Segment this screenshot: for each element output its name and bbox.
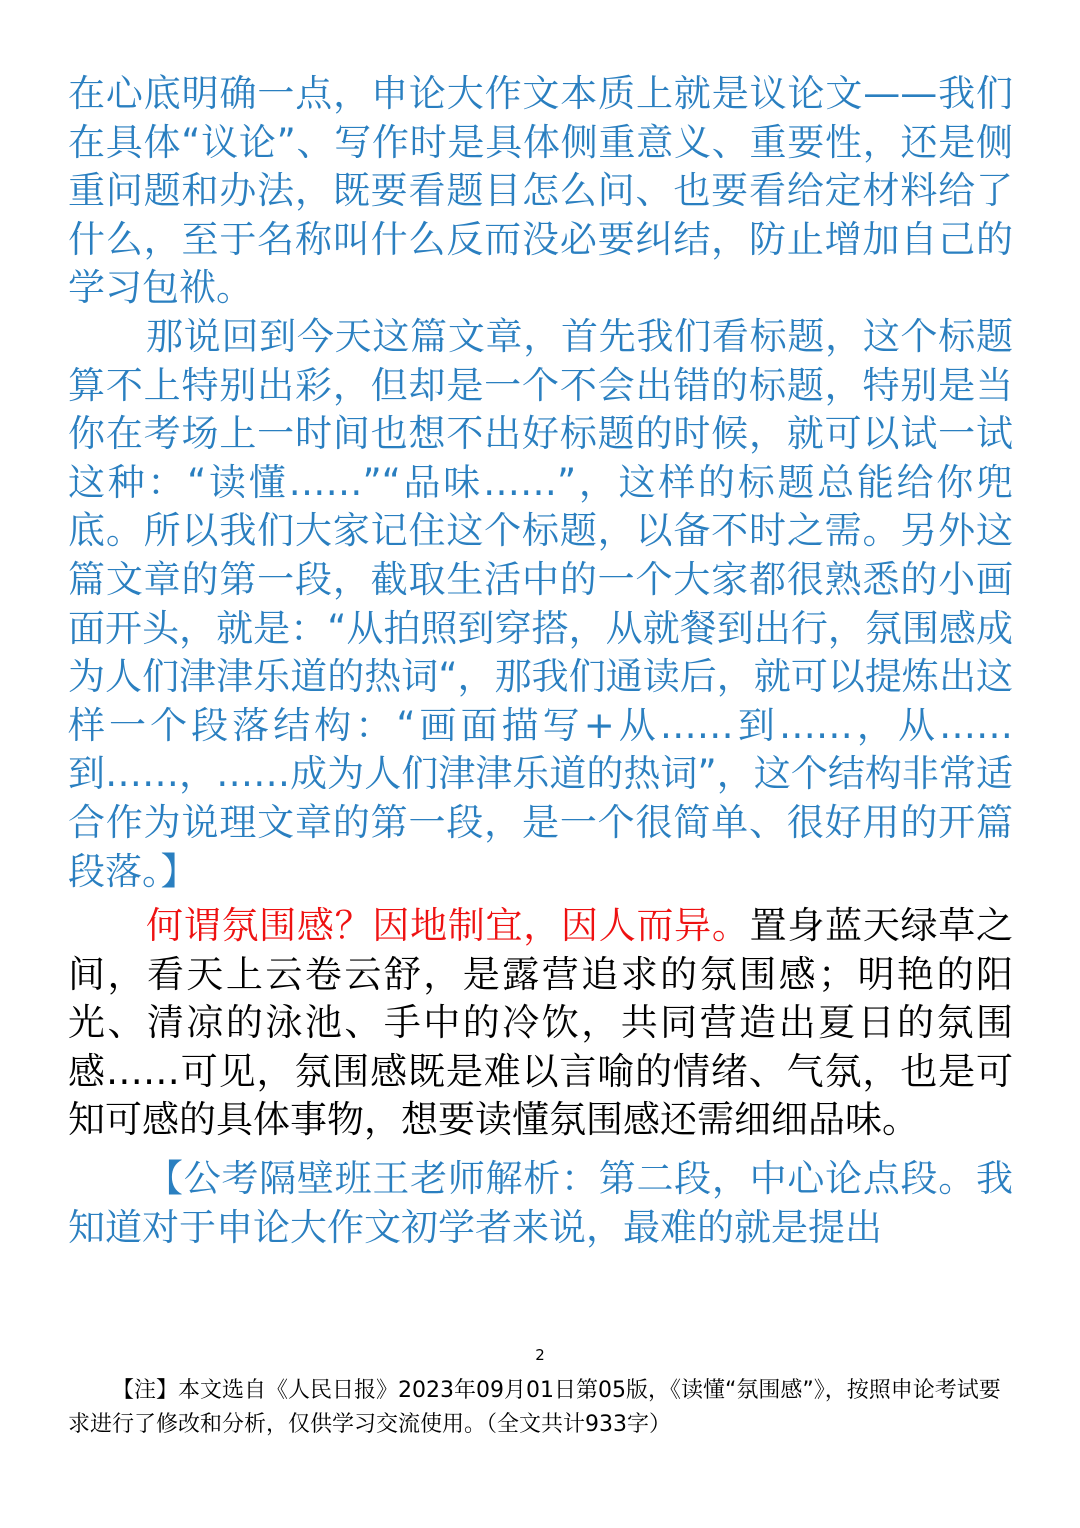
- page-number: 2: [535, 1346, 545, 1364]
- article-paragraph-2: [68, 902, 1013, 1145]
- document-body: [68, 70, 1013, 1252]
- article-paragraph-2-body: 置身蓝天绿草之间，看天上云卷云舒，是露营追求的氛围感；明艳的阳光、清凉的泳池、手中的冷饮，共同营造出夏日的氛围感……可见，氛围感既是难以言喻的情绪、气氛，也是可知可感的具体事物，想要读懂氛围感还需细细品味。: [68, 904, 1014, 1142]
- analysis-paragraph-title-structure: 那说回到今天这篇文章，首先我们看标题，这个标题算不上特别出彩，但却是一个不会出错的标题，特别是当你在考场上一时间也想不出好标题的时候，就可以试一试这种：“读懂……”“品味……”，这样的标题总能给你兜底。所以我们大家记住这个标题，以备不时之需。另外这篇文章的第一段，截取生活中的一个大家都很熟悉的小画面开头，就是：“从拍照到穿搭，从就餐到出行，氛围感成为人们津津乐道的热词“，那我们通读后，就可以提炼出这样一个段落结构：“画面描写+从……到……，从……到……，……成为人们津津乐道的热词”，这个结构非常适合作为说理文章的第一段，是一个很简单、很好用的开篇段落。】: [68, 314, 1013, 893]
- analysis-paragraph-continued: 在心底明确一点，申论大作文本质上就是议论文——我们在具体“议论”、写作时是具体侧重意义、重要性，还是侧重问题和办法，既要看题目怎么问、也要看给定材料给了什么，至于名称叫什么反而没必要纠结，防止增加自己的学习包袱。: [68, 72, 1013, 310]
- footnote: 【注】本文选自《人民日报》2023年09月01日第05版，《读懂“氛围感”》，按照申论考试要求进行了修改和分析，仅供学习交流使用。（全文共计933字）: [68, 1378, 1001, 1437]
- analysis-paragraph-thesis: 【公考隔壁班王老师解析：第二段，中心论点段。我知道对于申论大作文初学者来说，最难的就是提出: [68, 1157, 1013, 1249]
- central-thesis-sentence: 何谓氛围感？因地制宜，因人而异。: [146, 904, 750, 948]
